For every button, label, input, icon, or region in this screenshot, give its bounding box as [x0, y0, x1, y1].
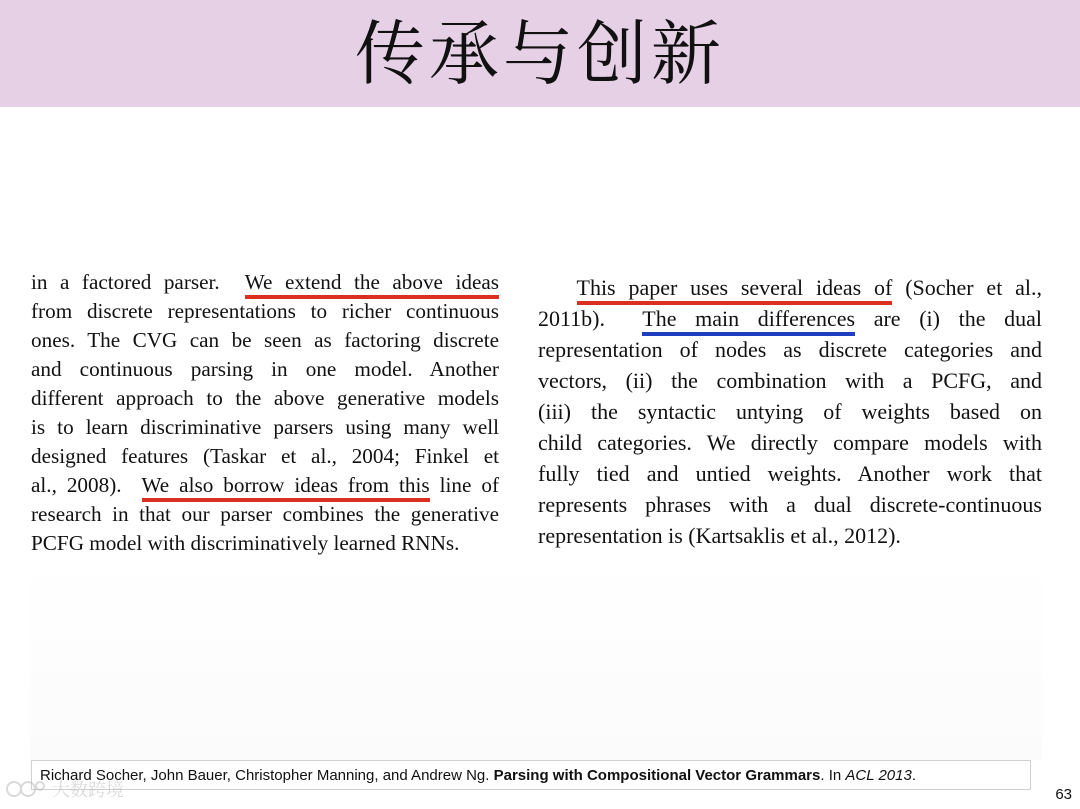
paragraph-line: ones. The CVG can be seen as factoring discrete — [31, 328, 499, 352]
citation-venue: ACL 2013 — [845, 767, 912, 784]
title-bar — [0, 0, 1080, 107]
highlighted-phrase-red: This paper uses several ideas of — [577, 275, 893, 305]
paragraph-line — [538, 272, 1042, 303]
paragraph-line: designed features (Taskar et al., 2004; Finkel et — [31, 444, 499, 468]
highlighted-phrase-blue: The main differences — [642, 306, 855, 336]
highlighted-phrase-red: We also borrow ideas from this — [142, 473, 430, 502]
text-segment: 2011b). — [538, 306, 606, 331]
text-segment: in a factored parser. — [31, 270, 220, 294]
citation-end: . — [911, 767, 917, 784]
watermark-text: 大数跨境 — [52, 780, 124, 801]
paragraph-line: represents phrases with a dual discrete-continuous — [538, 492, 1042, 517]
brand-logo-icon — [4, 778, 48, 800]
paragraph-line: research in that our parser combines the generative — [31, 502, 499, 526]
text-segment: are (i) the dual — [873, 306, 1043, 331]
paragraph-line: (iii) the syntactic untying of weights based on — [538, 399, 1042, 424]
paragraph-line: fully tied and untied weights. Another work that — [538, 461, 1042, 486]
paragraph-line — [31, 268, 499, 297]
watermark — [4, 776, 124, 802]
paragraph-line: and continuous parsing in one model. Another — [31, 357, 499, 381]
paragraph-line: vectors, (ii) the combination with a PCFG, and — [538, 368, 1042, 393]
paragraph-line — [538, 303, 1042, 334]
paragraph-line — [31, 471, 499, 500]
citation-in: . In — [820, 767, 842, 784]
citation-paper-title: Parsing with Compositional Vector Grammars — [493, 767, 821, 784]
page-number: 63 — [1055, 786, 1072, 803]
slide-title: 传承与创新 — [355, 12, 725, 95]
paragraph-line: representation of nodes as discrete categories and — [538, 337, 1042, 362]
paragraph-line: is to learn discriminative parsers using many well — [31, 415, 499, 439]
left-paper-excerpt — [31, 268, 499, 558]
background-fade — [30, 560, 1042, 760]
highlighted-phrase-red: We extend the above ideas — [245, 270, 499, 299]
paragraph-line: child categories. We directly compare models with — [538, 430, 1042, 455]
citation-box — [31, 760, 1031, 790]
citation-authors: Richard Socher, John Bauer, Christopher Manning, and Andrew Ng. — [40, 767, 490, 784]
right-paper-excerpt — [538, 272, 1042, 551]
text-segment: line of — [439, 473, 500, 497]
text-segment: (Socher et al., — [905, 275, 1043, 300]
text-segment: al., 2008). — [31, 473, 122, 497]
paragraph-line: PCFG model with discriminatively learned RNNs. — [31, 531, 460, 555]
paragraph-line: representation is (Kartsaklis et al., 2012). — [538, 523, 901, 548]
paragraph-line: from discrete representations to richer continuous — [31, 299, 499, 323]
paragraph-line: different approach to the above generative models — [31, 386, 499, 410]
